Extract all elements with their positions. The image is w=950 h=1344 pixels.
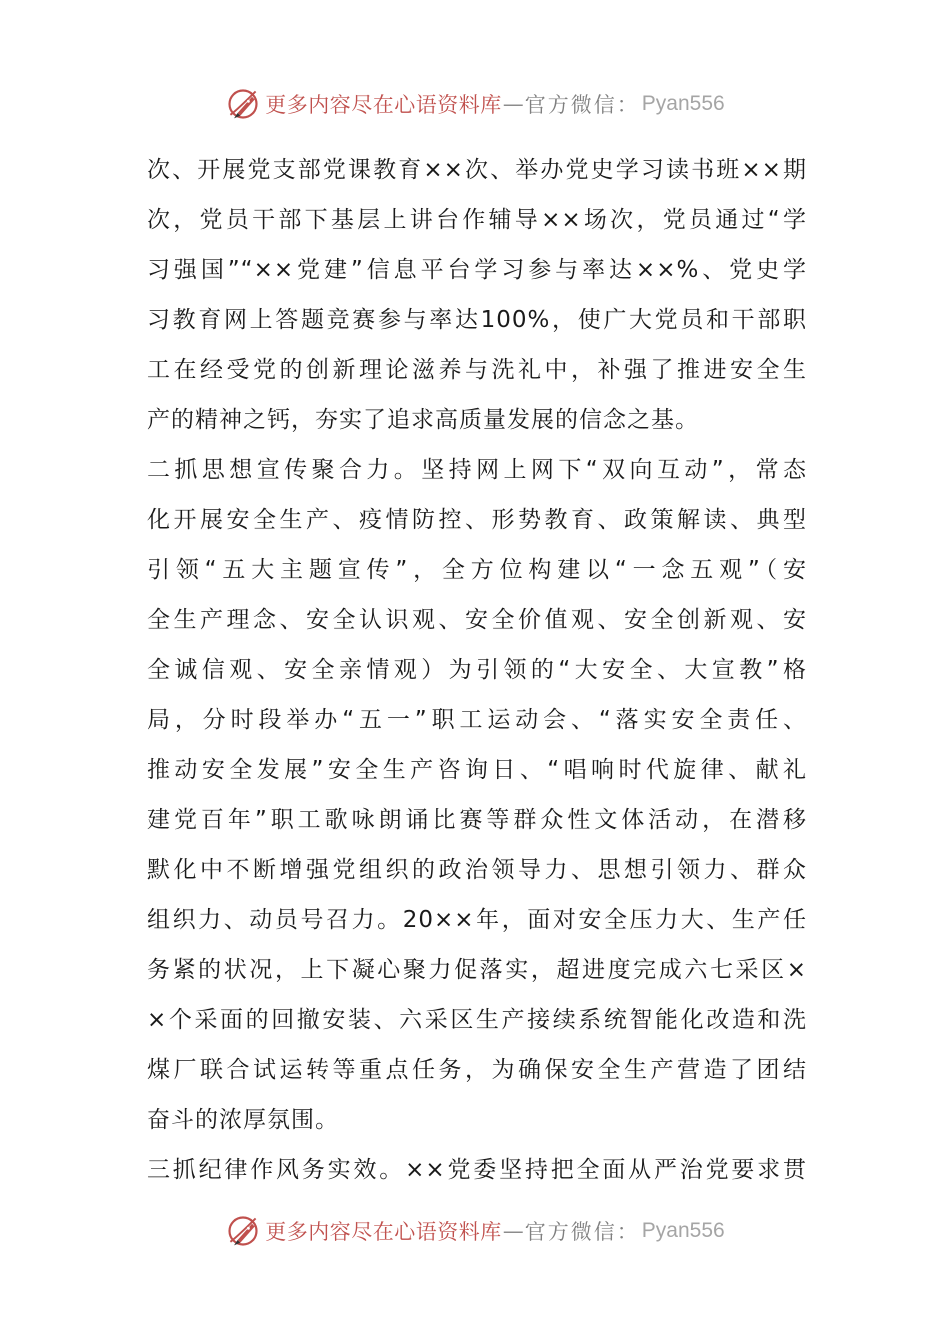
watermark-site-name: 更多内容尽在心语资料库	[265, 1220, 502, 1244]
pen-nib-logo-icon	[225, 1213, 261, 1249]
watermark-wechat-label: 官方微信：	[524, 1220, 640, 1244]
body-line: 全诚信观、安全亲情观）为引领的“大安全、大宣教”格	[147, 657, 807, 683]
body-line: 建党百年”职工歌咏朗诵比赛等群众性文体活动，在潜移	[147, 807, 807, 833]
watermark-dash: —	[502, 92, 524, 116]
body-line: 局，分时段举办“五一”职工运动会、“落实安全责任、	[147, 707, 807, 733]
watermark-wechat-id: Pyan556	[641, 92, 725, 115]
body-line: 引领“五大主题宣传”，全方位构建以“一念五观”（安	[147, 557, 807, 583]
body-line: 次、开展党支部党课教育××次、举办党史学习读书班××期	[147, 157, 807, 183]
body-line: 化开展安全生产、疫情防控、形势教育、政策解读、典型	[147, 507, 807, 533]
pen-nib-logo-icon	[225, 86, 261, 122]
body-line: 推动安全发展”安全生产咨询日、“唱响时代旋律、献礼	[147, 757, 807, 783]
watermark-wechat-id: Pyan556	[641, 1219, 725, 1242]
header-watermark	[0, 84, 950, 124]
body-line: 务紧的状况，上下凝心聚力促落实，超进度完成六七采区×	[147, 957, 807, 983]
watermark-site-name: 更多内容尽在心语资料库	[265, 93, 502, 117]
watermark-wechat-label: 官方微信：	[524, 93, 640, 117]
body-line: 全生产理念、安全认识观、安全价值观、安全创新观、安	[147, 607, 807, 633]
body-line: ×个采面的回撤安装、六采区生产接续系统智能化改造和洗	[147, 1007, 807, 1033]
body-line: 奋斗的浓厚氛围。	[147, 1107, 339, 1133]
body-line: 三抓纪律作风务实效。××党委坚持把全面从严治党要求贯	[147, 1157, 807, 1183]
body-line: 次，党员干部下基层上讲台作辅导××场次，党员通过“学	[147, 207, 807, 233]
body-line: 煤厂联合试运转等重点任务，为确保安全生产营造了团结	[147, 1057, 807, 1083]
body-line: 工在经受党的创新理论滋养与洗礼中，补强了推进安全生	[147, 357, 807, 383]
body-line: 二抓思想宣传聚合力。坚持网上网下“双向互动”，常态	[147, 457, 807, 483]
body-line: 产的精神之钙，夯实了追求高质量发展的信念之基。	[147, 407, 699, 433]
body-line: 组织力、动员号召力。20××年，面对安全压力大、生产任	[147, 907, 807, 933]
footer-watermark	[0, 1211, 950, 1251]
body-line: 习强国”“××党建”信息平台学习参与率达××%、党史学	[147, 257, 807, 283]
body-line: 默化中不断增强党组织的政治领导力、思想引领力、群众	[147, 857, 807, 883]
document-body	[147, 145, 807, 1195]
watermark-dash: —	[502, 1219, 524, 1243]
body-line: 习教育网上答题竞赛参与率达100%，使广大党员和干部职	[147, 307, 807, 333]
